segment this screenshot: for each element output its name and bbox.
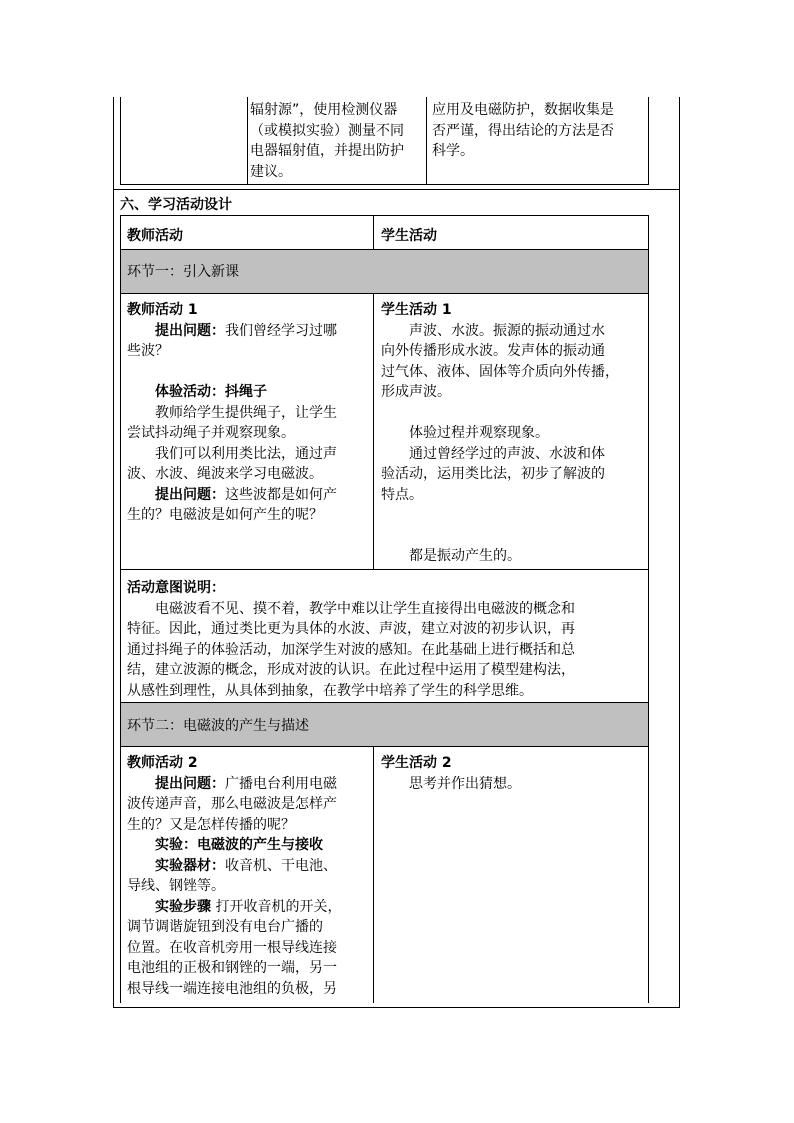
intent-text: 特征。因此，通过类比更为具体的水波、声波，建立对波的初步认识，再 — [127, 621, 575, 637]
intent-text: 电磁波看不见、摸不着，教学中难以让学生直接得出电磁波的概念和 — [155, 600, 575, 617]
top-right-line: 科学。 — [432, 143, 474, 159]
stage1-question2-text: 这些波都是如何产 — [225, 486, 337, 503]
section6-heading: 六、学习活动设计 — [120, 197, 232, 213]
stage2-question-label: 提出问题： — [155, 775, 225, 792]
stage2-question-text: 广播电台利用电磁 — [225, 775, 337, 792]
stage1-student-text: 体验过程并观察现象。 — [409, 425, 549, 441]
stage2-question-text-2: 波传递声音，那么电磁波是怎样产 — [127, 796, 337, 812]
top-row-right-cell — [426, 97, 649, 185]
stage2-title: 环节二：电磁波的产生与描述 — [127, 718, 309, 734]
stage2-teacher-cell — [120, 747, 374, 1003]
stage1-experience-label: 体验活动：抖绳子 — [155, 384, 267, 400]
stage2-student-title: 学生活动 2 — [381, 755, 452, 771]
stage1-question-label: 提出问题： — [155, 322, 225, 339]
top-mid-line: 建议。 — [250, 163, 292, 180]
stage1-student-text: 向外传播形成水波。发声体的振动通 — [381, 343, 605, 359]
stage2-equipment-label: 实验器材： — [155, 857, 225, 874]
stage2-student-cell — [374, 747, 649, 1003]
top-right-line: 否严谨，得出结论的方法是否 — [432, 122, 614, 139]
stage1-student-text: 都是振动产生的。 — [409, 548, 521, 564]
stage2-steps-line: 根导线一端连接电池组的负极，另 — [127, 980, 337, 997]
stage1-student-title: 学生活动 1 — [381, 302, 452, 318]
top-right-line: 应用及电磁防护，数据收集是 — [432, 102, 614, 118]
student-header: 学生活动 — [381, 228, 437, 244]
intent-text: 通过抖绳子的体验活动，加深学生对波的感知。在此基础上进行概括和总 — [127, 641, 575, 658]
stage1-analogy-text: 我们可以利用类比法，通过声 — [155, 445, 337, 462]
intent-cell — [120, 570, 649, 703]
stage2-steps-line: 电池组的正极和钢锉的一端，另一 — [127, 960, 337, 976]
stage2-teacher-title: 教师活动 2 — [127, 755, 198, 771]
stage2-steps-line: 调节调谐旋钮到没有电台广播的 — [127, 919, 323, 935]
stage1-student-text: 通过曾经学过的声波、水波和体 — [409, 445, 605, 462]
stage1-experience-text-2: 尝试抖动绳子并观察现象。 — [127, 425, 295, 441]
stage1-analogy-text-2: 波、水波、绳波来学习电磁波。 — [127, 466, 323, 482]
top-mid-line: 电器辐射值，并提出防护 — [250, 143, 404, 159]
stage1-question-text: 我们曾经学习过哪 — [225, 322, 337, 339]
stage1-question2-label: 提出问题： — [155, 486, 225, 503]
stage2-student-text: 思考并作出猜想。 — [409, 775, 521, 792]
stage1-student-text: 声波、水波。振源的振动通过水 — [409, 322, 605, 339]
stage1-student-cell — [374, 294, 649, 570]
stage1-teacher-title: 教师活动 1 — [127, 302, 198, 318]
stage2-experiment-label: 实验：电磁波的产生与接收 — [155, 837, 323, 853]
stage1-experience-text: 教师给学生提供绳子，让学生 — [155, 404, 337, 421]
stage1-teacher-cell — [120, 294, 374, 570]
stage1-question-text-2: 些波？ — [127, 343, 169, 359]
top-row-left-cell — [120, 97, 248, 185]
stage2-steps-text: 打开收音机的开关， — [211, 898, 342, 915]
stage1-title: 环节一：引入新课 — [127, 264, 239, 280]
stage1-question2-text-2: 生的？电磁波是如何产生的呢？ — [127, 507, 323, 523]
stage2-equipment-text-2: 导线、钢锉等。 — [127, 878, 225, 894]
intent-label: 活动意图说明： — [127, 580, 225, 596]
top-mid-line: 辐射源”，使用检测仪器 — [250, 102, 398, 118]
stage1-student-text: 形成声波。 — [381, 384, 451, 400]
stage1-student-text: 特点。 — [381, 486, 423, 503]
stage2-steps-line: 位置。在收音机旁用一根导线连接 — [127, 939, 337, 956]
top-mid-line: （或模拟实验）测量不同 — [250, 122, 404, 139]
stage1-student-text: 过气体、液体、固体等介质向外传播， — [381, 363, 619, 380]
stage2-steps-label: 实验步骤 — [155, 898, 211, 915]
stage2-equipment-text: 收音机、干电池、 — [225, 857, 337, 874]
stage1-student-text: 验活动，运用类比法，初步了解波的 — [381, 466, 605, 482]
teacher-header: 教师活动 — [127, 228, 183, 244]
stage2-question-text-3: 生的？又是怎样传播的呢？ — [127, 816, 295, 833]
top-row-mid-cell — [247, 97, 427, 185]
intent-text: 从感性到理性，从具体到抽象，在教学中培养了学生的科学思维。 — [127, 682, 533, 699]
intent-text: 结，建立波源的概念，形成对波的认识。在此过程中运用了模型建构法， — [127, 662, 575, 678]
